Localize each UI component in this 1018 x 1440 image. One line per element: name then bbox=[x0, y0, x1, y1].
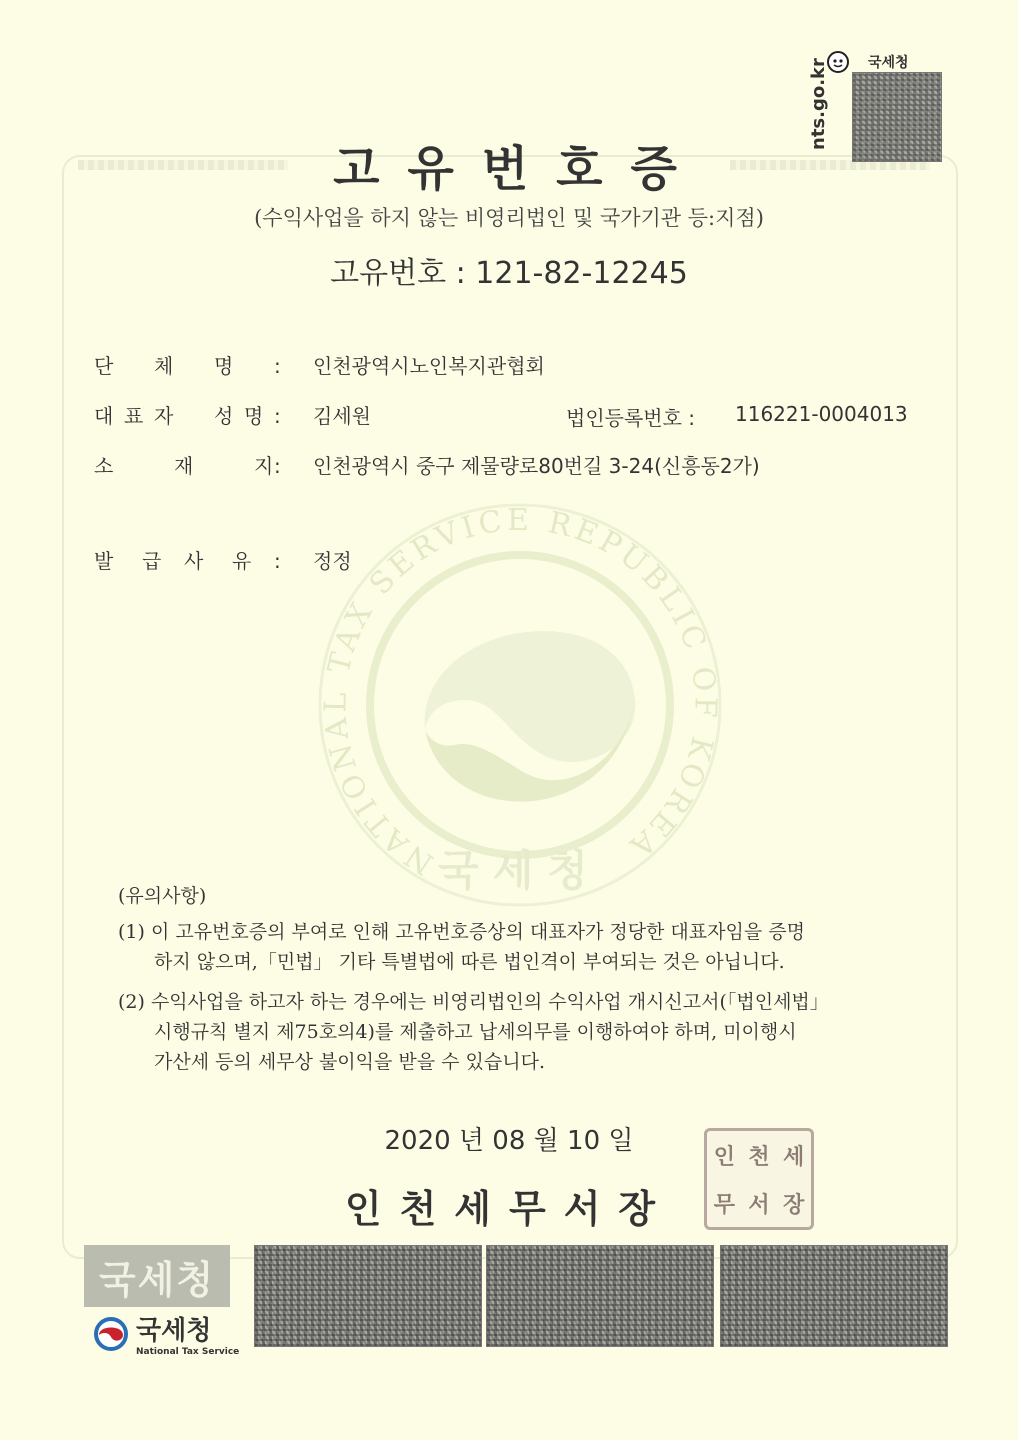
notes-item2-line3: 가산세 등의 세무상 불이익을 받을 수 있습니다. bbox=[154, 1051, 546, 1073]
stamp-char: 장 bbox=[783, 1192, 805, 1218]
representative-label: 대 표 자 성 명 : bbox=[94, 404, 281, 428]
unique-number-line bbox=[0, 248, 1018, 292]
stamp-char: 서 bbox=[748, 1192, 770, 1218]
verification-barcode-2 bbox=[486, 1245, 714, 1347]
location-address: 인천광역시 중구 제물량로80번길 3-24(신흥동2가) bbox=[313, 454, 760, 478]
nts-footer-logo bbox=[94, 1310, 239, 1357]
corp-reg-number: 116221-0004013 bbox=[735, 402, 908, 426]
nts-logo-sub: National Tax Service bbox=[136, 1347, 240, 1357]
verification-barcode-3 bbox=[720, 1245, 948, 1347]
nts-seal-watermark bbox=[305, 500, 735, 920]
nts-taegeuk-icon bbox=[94, 1317, 128, 1351]
issue-reason-label: 발 급 사 유 : bbox=[94, 549, 281, 573]
stamp-char: 무 bbox=[713, 1192, 735, 1218]
nts-url: nts.go.kr bbox=[808, 58, 829, 150]
stamp-char: 세 bbox=[783, 1144, 805, 1170]
unique-number-label: 고유번호 : bbox=[330, 256, 466, 291]
nts-mascot-icon bbox=[826, 50, 850, 74]
location-label: 소 재 지: bbox=[94, 454, 281, 478]
org-name-label: 단 체 명 : bbox=[94, 354, 281, 378]
issue-reason: 정정 bbox=[313, 549, 352, 573]
issue-date: 2020 년 08 월 10 일 bbox=[384, 1126, 634, 1156]
nts-label: 국세청 bbox=[868, 55, 909, 71]
stamp-char: 천 bbox=[748, 1144, 770, 1170]
org-name: 인천광역시노인복지관협회 bbox=[313, 354, 545, 378]
nts-logo-box: 국세청 bbox=[84, 1245, 230, 1307]
document-title: 고유번호증 bbox=[333, 141, 705, 197]
seal-ring-text: NATIONAL TAX SERVICE REPUBLIC OF KOREA bbox=[318, 502, 723, 882]
issuing-office: 인천세무서장 bbox=[344, 1187, 674, 1231]
stamp-char: 인 bbox=[713, 1144, 735, 1170]
seal-center-text: 국세청 bbox=[438, 846, 602, 895]
notes-heading: (유의사항) bbox=[118, 885, 207, 907]
corp-reg-label: 법인등록번호 : bbox=[566, 406, 696, 430]
notes-item1-line2: 하지 않으며,「민법」 기타 특별법에 따른 법인격이 부여되는 것은 아닙니다. bbox=[154, 951, 785, 973]
document-subtitle: (수익사업을 하지 않는 비영리법인 및 국가기관 등:지점) bbox=[254, 206, 764, 230]
unique-number: 121-82-12245 bbox=[475, 256, 688, 291]
verification-barcode-1 bbox=[254, 1245, 482, 1347]
notes-item1-line1: (1) 이 고유번호증의 부여로 인해 고유번호증상의 대표자가 정당한 대표자임을 증명 bbox=[118, 921, 805, 943]
notes-item2-line2: 시행규칙 별지 제75호의4)를 제출하고 납세의무를 이행하여야 하며, 미이행시 bbox=[154, 1021, 797, 1043]
official-seal-stamp bbox=[704, 1128, 814, 1230]
notes-item2-line1: (2) 수익사업을 하고자 하는 경우에는 비영리법인의 수익사업 개시신고서(「법인세법」 bbox=[118, 991, 829, 1013]
representative-name: 김세원 bbox=[313, 404, 371, 428]
nts-logo-text: 국세청 bbox=[136, 1316, 212, 1346]
